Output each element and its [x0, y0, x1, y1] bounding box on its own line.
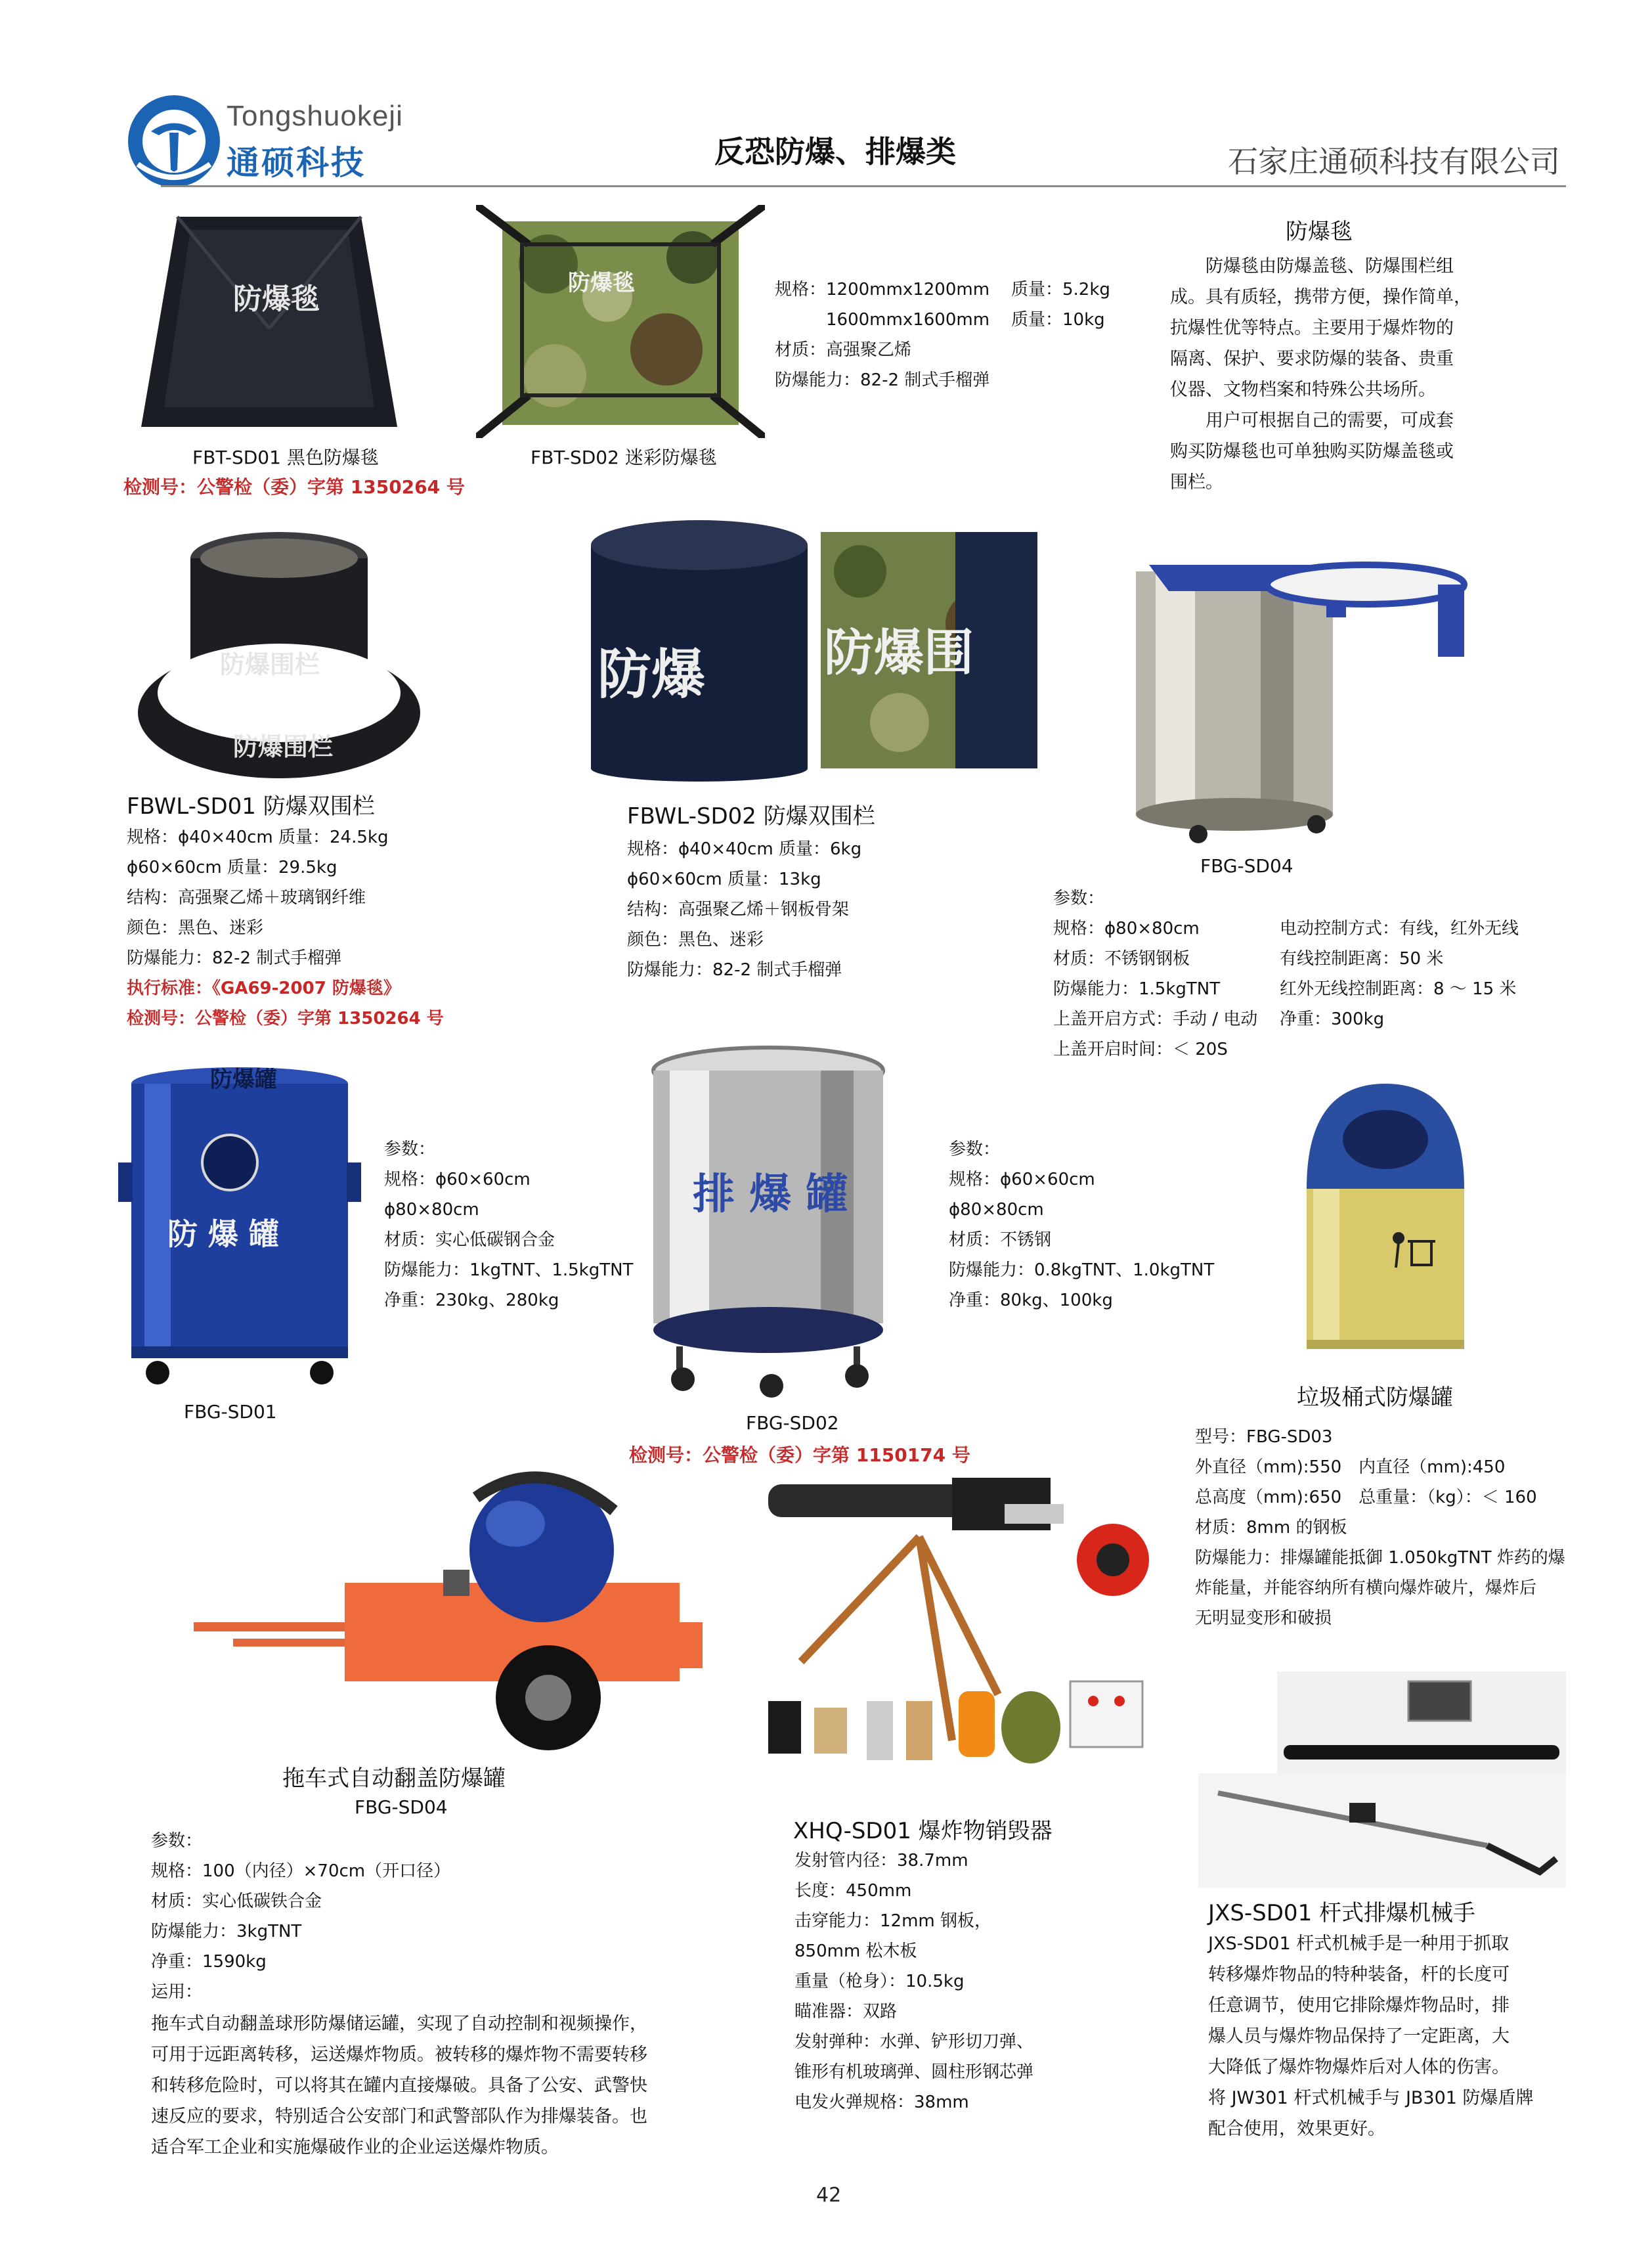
page-number: 42 [816, 2184, 842, 2207]
fbwl-sd02-title: FBWL-SD02 防爆双围栏 [627, 803, 875, 830]
fbg-sd02-test-number: 检测号：公警检（委）字第 1150174 号 [629, 1444, 970, 1466]
xhq-sd01-title: XHQ-SD01 爆炸物销毁器 [793, 1818, 1053, 1844]
fbg-sd02-caption: FBG-SD02 [746, 1412, 839, 1434]
fbg-sd03-title: 垃圾桶式防爆罐 [1297, 1384, 1453, 1411]
spec-row: 材质：高强聚乙烯 [775, 340, 912, 360]
logo-text-cn: 通硕科技 [227, 144, 366, 182]
fbwl-sd01-image [135, 525, 424, 782]
jxs-sd01-title: JXS-SD01 杆式排爆机械手 [1208, 1900, 1476, 1926]
logo-icon [125, 92, 223, 190]
fence1-img-text-lower: 防爆围栏 [233, 732, 334, 761]
page-title: 反恐防爆、排爆类 [714, 134, 956, 169]
fence1-img-text-upper: 防爆围栏 [220, 650, 320, 679]
trailer-model: FBG-SD04 [355, 1796, 448, 1818]
fbwl-sd01-title: FBWL-SD01 防爆双围栏 [127, 793, 375, 820]
fbwl-sd02-specs: 规格：ϕ40×40cm 质量：6kg ϕ60×60cm 质量：13kg 结构：高强聚乙烯＋钢板骨架 颜色：黑色、迷彩 防爆能力：82-2 制式手榴弹 [627, 839, 862, 980]
xhq-sd01-specs: 发射管内径：38.7mm 长度：450mm 击穿能力：12mm 钢板， 850mm 松木板 重量（枪身）：10.5kg 瞄准器：双路 发射弹种：水弹、铲形切刀弹、 锥形有机玻璃弹、圆柱形钢芯弹 电发火弹规格：38mm [794, 1851, 1034, 2112]
spec-row: 规格：1200mmx1200mm 质量：5.2kg [775, 280, 1110, 299]
fence2-img-text-a: 防爆 [598, 644, 706, 706]
fbg-sd01-caption: FBG-SD01 [184, 1401, 277, 1423]
fbt-test-number: 检测号：公警检（委）字第 1350264 号 [123, 476, 465, 498]
fbt-sd02-image [476, 205, 765, 438]
fbg-sd01-specs: 参数： 规格：ϕ60×60cm ϕ80×80cm 材质：实心低碳钢合金 防爆能力：1kgTNT、1.5kgTNT 净重：230kg、280kg [384, 1140, 634, 1310]
jxs-sd01-image-top [1277, 1671, 1566, 1780]
fbt-sd01-image [138, 210, 401, 437]
fbg-sd03-image [1300, 1077, 1471, 1353]
spec-row: 1600mmx1600mm 质量：10kg [775, 310, 1105, 330]
trailer-specs: 参数： 规格：100（内径）×70cm（开口径） 材质：实心低碳铁合金 防爆能力：3kgTNT 净重：1590kg 运用： [151, 1831, 451, 2002]
fbt-sd02-caption: FBT-SD02 迷彩防爆毯 [531, 447, 717, 468]
trailer-usage: 拖车式自动翻盖球形防爆储运罐，实现了自动控制和视频操作， 可用于远距离转移，运送爆炸物质。被转移的爆炸物不需要转移 和转移危险时，可以将其在罐内直接爆破。具备了公安、武警快 速反应的要求，特别适合公安部门和武警部队作为排爆装备。也 适合军工企业和实施爆破作业的企业运送爆炸物质。 [151, 2014, 647, 2158]
fbg-sd04-specs: 参数： 规格：ϕ80×80cm 电动控制方式：有线，红外无线 材质：不锈钢钢板 有线控制距离：50 米 防爆能力：1.5kgTNT 红外无线控制距离：8 ～ 15 米 上盖开启方式：手动 / 电动 净重：300kg 上盖开启时间：＜ 20S [1053, 889, 1519, 1059]
jxs-sd01-image-bottom [1198, 1773, 1566, 1888]
fbg-sd04-caption: FBG-SD04 [1200, 855, 1293, 877]
fbwl-sd01-specs: 规格：ϕ40×40cm 质量：24.5kg ϕ60×60cm 质量：29.5kg 结构：高强聚乙烯＋玻璃钢纤维 颜色：黑色、迷彩 防爆能力：82-2 制式手榴弹 执行标准：《GA69-2007 防爆毯》 检测号：公警检（委）字第 1350264 号 [127, 828, 444, 1029]
blanket-specs [775, 275, 1110, 395]
logo [125, 92, 223, 190]
jxs-sd01-description: JXS-SD01 杆式机械手是一种用于抓取 转移爆炸物品的特种装备，杆的长度可 任意调节，使用它排除爆炸物品时，排 爆人员与爆炸物品保持了一定距离，大 大降低了爆炸物爆炸后对人体的伤害。 将 JW301 杆式机械手与 JB301 防爆盾牌 配合使用，效果更好。 [1208, 1934, 1534, 2139]
fbt02-img-text: 防爆毯 [568, 270, 635, 296]
blanket-desc-title: 防爆毯 [1286, 219, 1353, 245]
xhq-sd01-image [755, 1465, 1169, 1806]
logo-text-en: Tongshuokeji [227, 100, 403, 132]
fbg02-img-text: 排 爆 罐 [693, 1170, 848, 1219]
trailer-title: 拖车式自动翻盖防爆罐 [282, 1765, 506, 1792]
fbg01-img-text-top: 防爆罐 [210, 1067, 277, 1093]
blanket-description: 防爆毯由防爆盖毯、防爆围栏组 成。具有质轻，携带方便，操作简单， 抗爆性优等特点。主要用于爆炸物的 隔离、保护、要求防爆的装备、贵重 仪器、文物档案和特殊公共场所。 用户可根据自己的需要，可成套 购买防爆毯也可单独购买防爆盖毯或 围栏。 [1170, 256, 1471, 493]
fbg01-img-text-main: 防 爆 罐 [167, 1216, 280, 1252]
fbg-sd04-image [1129, 545, 1471, 847]
fence2-img-text-b: 防爆围 [824, 623, 974, 682]
fbg-sd02-specs: 参数： 规格：ϕ60×60cm ϕ80×80cm 材质：不锈钢 防爆能力：0.8kgTNT、1.0kgTNT 净重：80kg、100kg [949, 1140, 1215, 1310]
trailer-image [194, 1458, 706, 1754]
fbg-sd03-specs: 型号：FBG-SD03 外直径（mm):550 内直径（mm):450 总高度（mm):650 总重量：（kg）：＜ 160 材质：8mm 的钢板 防爆能力：排爆罐能抵御 1.050kgTNT 炸药的爆 炸能量，并能容纳所有横向爆炸破片，爆炸后 无明显变形和破损 [1195, 1427, 1565, 1628]
header-rule [161, 185, 1566, 187]
fbg-sd02-image [643, 1041, 893, 1399]
company-name: 石家庄通硕科技有限公司 [1228, 144, 1560, 179]
fbt01-img-text: 防爆毯 [233, 282, 320, 316]
fbwl-sd02-image [584, 519, 1044, 782]
spec-row: 防爆能力：82-2 制式手榴弹 [775, 370, 990, 390]
fbg-sd01-image [118, 1064, 361, 1386]
fbt-sd01-caption: FBT-SD01 黑色防爆毯 [192, 447, 379, 468]
